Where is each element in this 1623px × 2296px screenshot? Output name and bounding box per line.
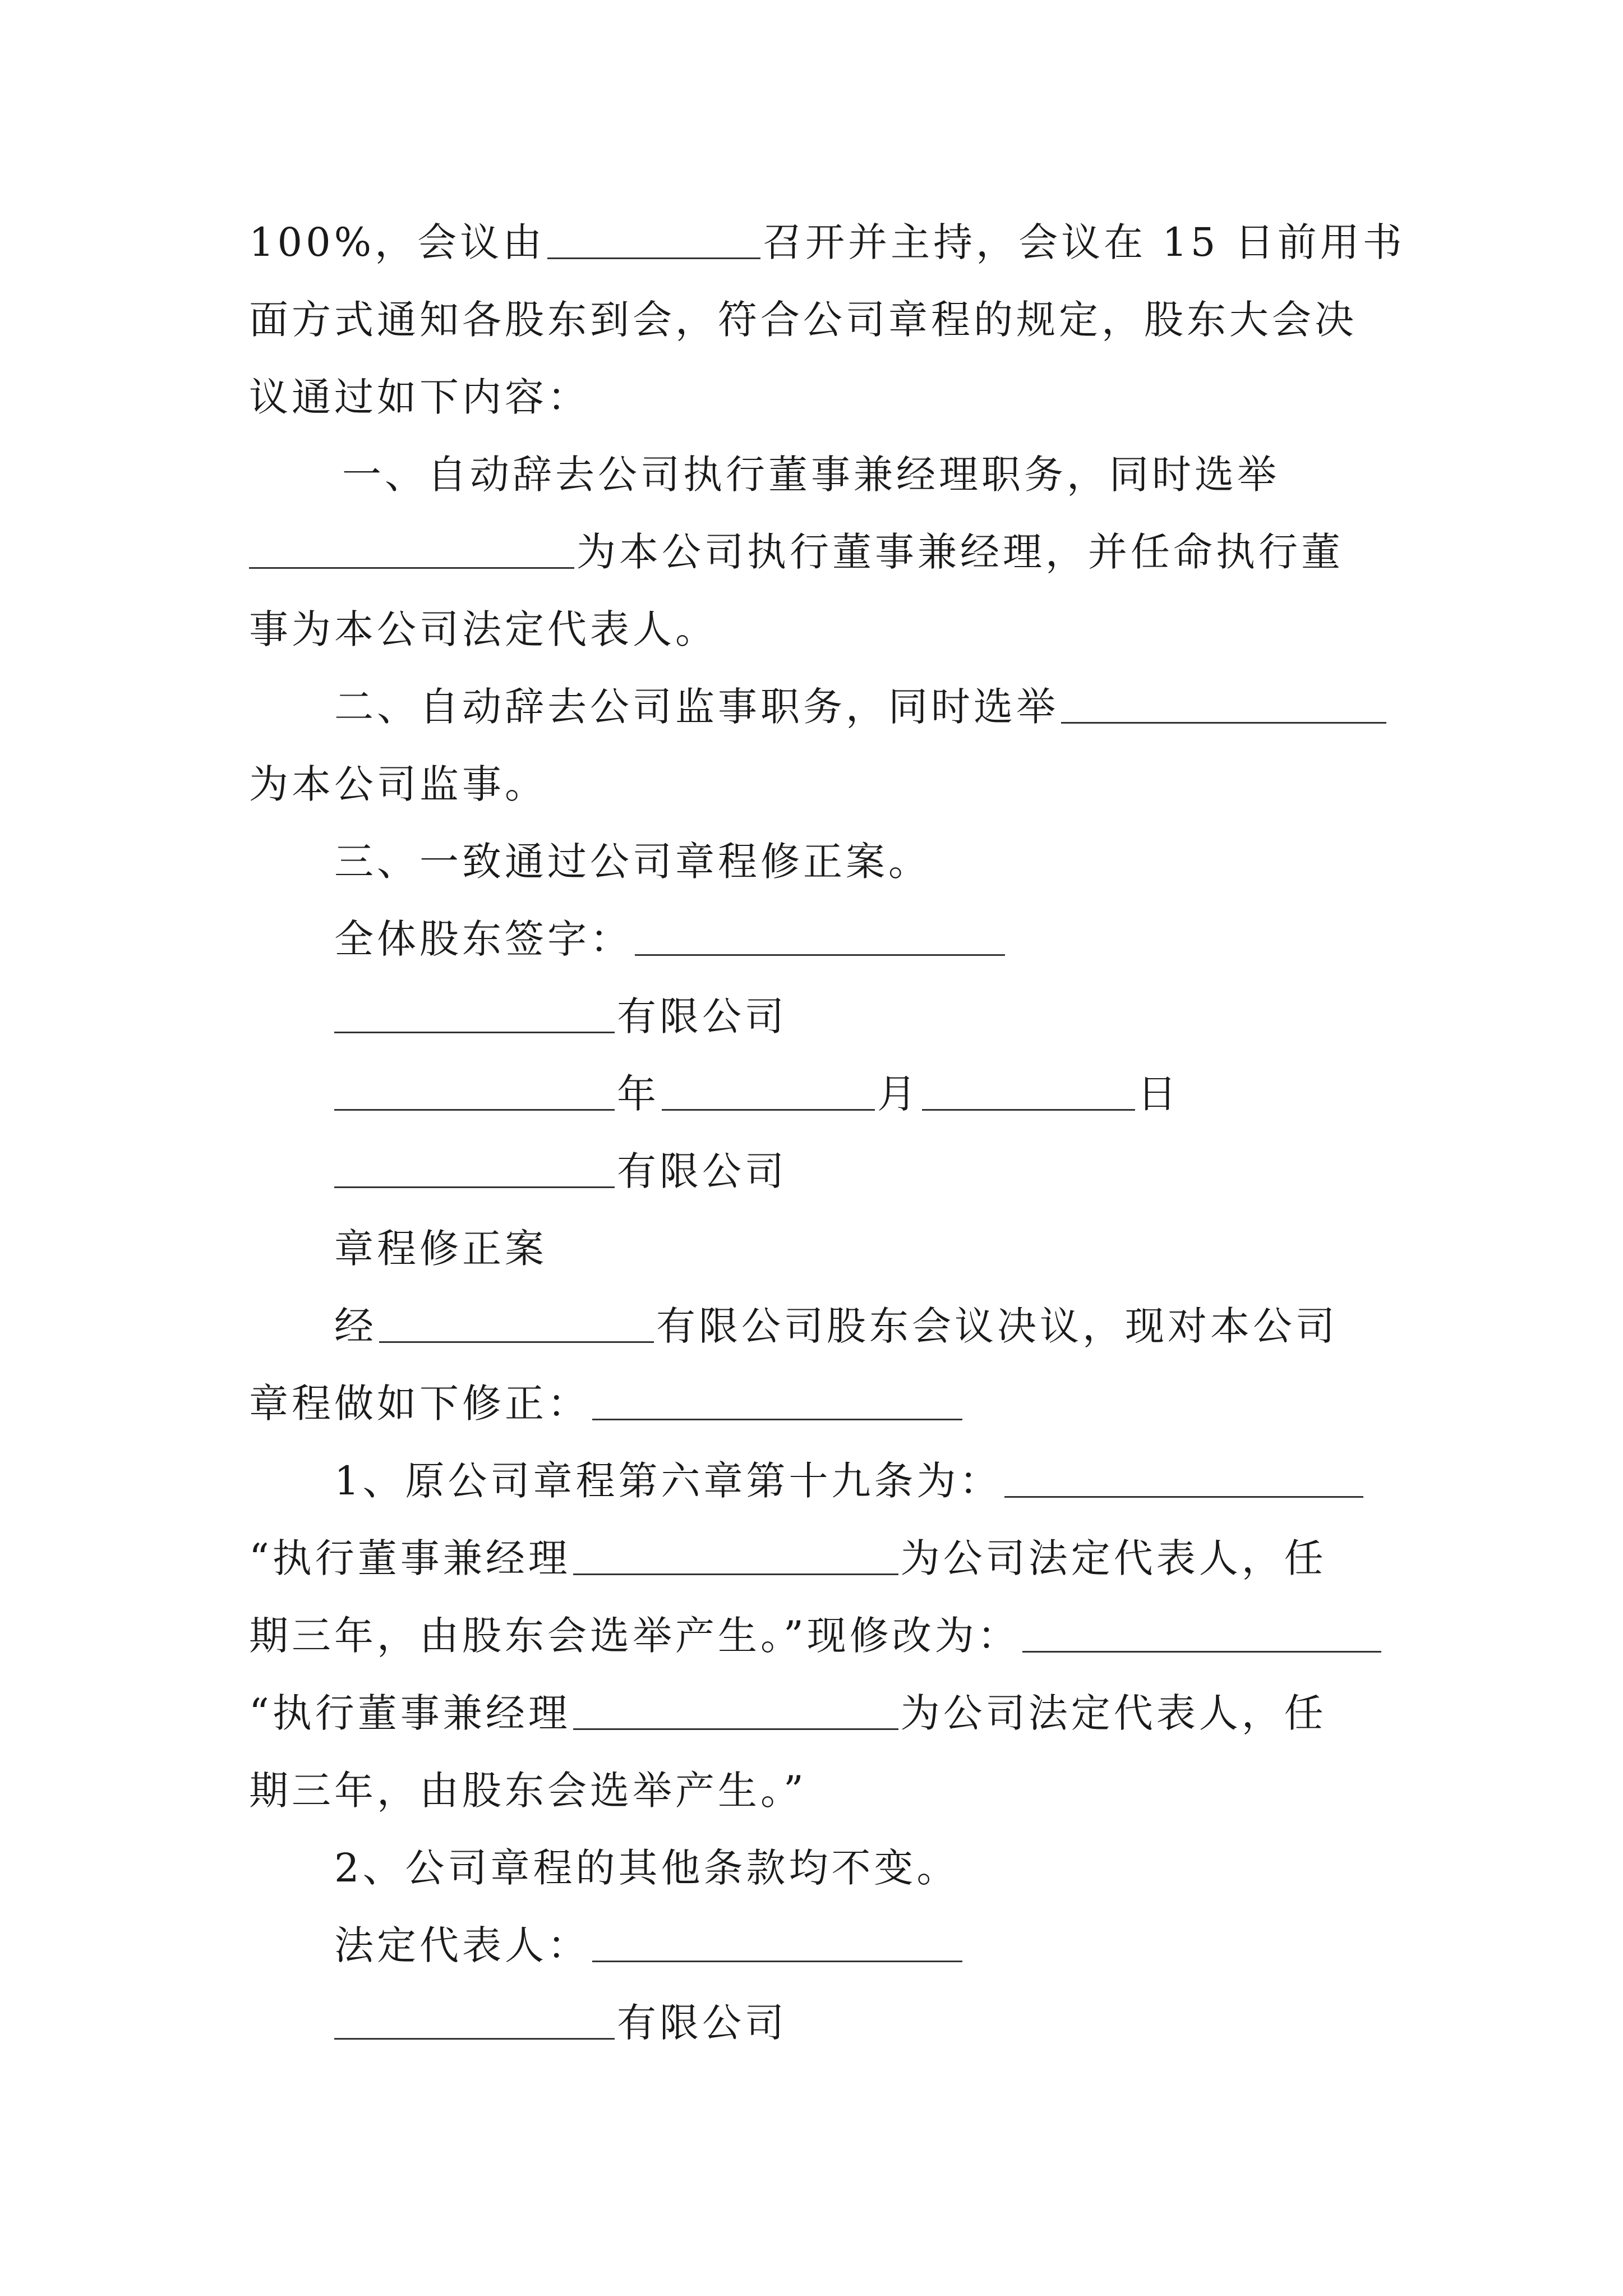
year-blank[interactable] (334, 1073, 615, 1111)
text-segment: 二、自动辞去公司监事职务，同时选举 (334, 684, 1059, 730)
text-line (249, 746, 547, 822)
text-segment: 有限公司 (617, 993, 787, 1039)
text-line (342, 436, 1280, 513)
text-segment: 为公司法定代表人，任 (900, 1535, 1327, 1581)
text-segment: “执行董事兼经理 (249, 1535, 571, 1581)
text-line (334, 1907, 965, 1984)
text-segment: 召开并主持，会议在 15 日前用书 (763, 219, 1405, 265)
text-segment: 2、公司章程的其他条款均不变。 (334, 1845, 960, 1891)
fill-in-blank[interactable] (1022, 1615, 1381, 1653)
text-segment: 期三年，由股东会选举产生。”现修改为： (249, 1613, 1020, 1659)
text-segment: 章程做如下修正： (249, 1381, 590, 1427)
signature-blank[interactable] (592, 1925, 962, 1962)
month-label: 月 (877, 1071, 920, 1117)
fill-in-blank[interactable] (573, 1692, 898, 1730)
text-segment: 为公司法定代表人，任 (900, 1690, 1327, 1736)
text-line (334, 1830, 960, 1906)
fill-in-blank[interactable] (573, 1538, 898, 1575)
text-line (334, 1133, 787, 1209)
text-segment: 章程修正案 (334, 1226, 547, 1272)
text-segment: “执行董事兼经理 (249, 1690, 571, 1736)
text-segment: 有限公司 (617, 2000, 787, 2046)
company-name-blank[interactable] (334, 1151, 615, 1188)
text-segment: 经 (334, 1303, 377, 1349)
text-segment: 1、原公司章程第六章第十九条为： (334, 1458, 1002, 1504)
fill-in-blank[interactable] (1061, 686, 1386, 724)
year-label: 年 (617, 1071, 660, 1117)
text-segment: 三、一致通过公司章程修正案。 (334, 839, 931, 885)
text-segment: 法定代表人： (334, 1922, 590, 1968)
fill-in-blank[interactable] (249, 531, 574, 569)
text-line (334, 978, 787, 1055)
text-line (334, 1288, 1338, 1364)
text-line (249, 514, 1344, 590)
month-blank[interactable] (662, 1073, 875, 1111)
text-segment: 事为本公司法定代表人。 (249, 606, 718, 652)
date-line (334, 1056, 1180, 1132)
section-heading (334, 1211, 547, 1287)
text-line (334, 823, 931, 900)
text-line (249, 204, 1405, 280)
day-label: 日 (1137, 1071, 1180, 1117)
text-segment: 一、自动辞去公司执行董事兼经理职务，同时选举 (342, 452, 1280, 498)
text-segment: 有限公司 (617, 1148, 787, 1194)
text-line (249, 1752, 807, 1829)
fill-in-blank[interactable] (592, 1383, 962, 1420)
text-line (249, 359, 590, 435)
text-line (249, 282, 1357, 358)
text-segment: 为本公司监事。 (249, 761, 547, 807)
text-line (334, 1985, 787, 2061)
signature-blank[interactable] (635, 918, 1005, 956)
text-line (334, 901, 1007, 977)
text-segment: 100%，会议由 (249, 219, 546, 265)
text-line (249, 1598, 1384, 1674)
text-segment: 全体股东签字： (334, 916, 633, 962)
text-line (334, 669, 1389, 745)
text-line (249, 591, 718, 668)
text-line (249, 1365, 965, 1442)
day-blank[interactable] (922, 1073, 1135, 1111)
text-segment: 面方式通知各股东到会，符合公司章程的规定，股东大会决 (249, 297, 1357, 343)
company-name-blank[interactable] (379, 1305, 654, 1343)
fill-in-blank[interactable] (547, 222, 760, 259)
text-segment: 有限公司股东会议决议，现对本公司 (656, 1303, 1338, 1349)
text-line (249, 1520, 1327, 1596)
text-segment: 为本公司执行董事兼经理，并任命执行董 (577, 529, 1344, 575)
text-line (249, 1675, 1327, 1751)
fill-in-blank[interactable] (1004, 1460, 1363, 1498)
text-segment: 议通过如下内容： (249, 374, 590, 420)
text-segment: 期三年，由股东会选举产生。” (249, 1768, 807, 1814)
company-name-blank[interactable] (334, 996, 615, 1033)
company-name-blank[interactable] (334, 2002, 615, 2040)
text-line (334, 1443, 1366, 1519)
